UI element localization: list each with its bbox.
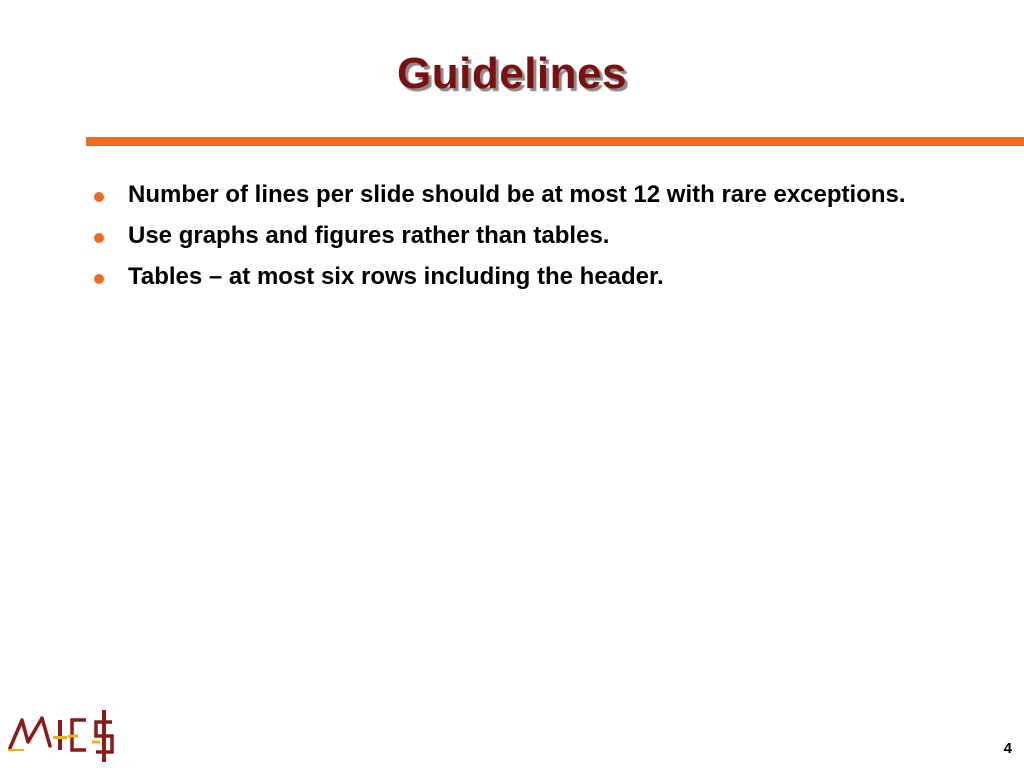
bullet-text: Use graphs and figures rather than tables. — [128, 222, 610, 249]
bullet-item — [90, 178, 970, 212]
bullet-list — [90, 178, 970, 301]
slide-title: Guidelines — [397, 49, 627, 98]
mics-logo — [8, 706, 120, 764]
bullet-item — [90, 260, 970, 294]
bullet-text: Number of lines per slide should be at most 12 with rare exceptions. — [128, 181, 906, 208]
bullet-text: Tables – at most six rows including the header. — [128, 263, 664, 290]
page-number: 4 — [1003, 740, 1012, 757]
logo-i-stroke — [58, 720, 62, 750]
title-divider — [86, 137, 1024, 146]
bullet-dot-icon — [94, 274, 104, 284]
logo-s-bar — [102, 710, 106, 762]
logo-i-accent — [53, 736, 67, 739]
bullet-dot-icon — [94, 192, 104, 202]
bullet-dot-icon — [94, 233, 104, 243]
bullet-item — [90, 219, 970, 253]
logo-m-stroke — [10, 718, 50, 748]
